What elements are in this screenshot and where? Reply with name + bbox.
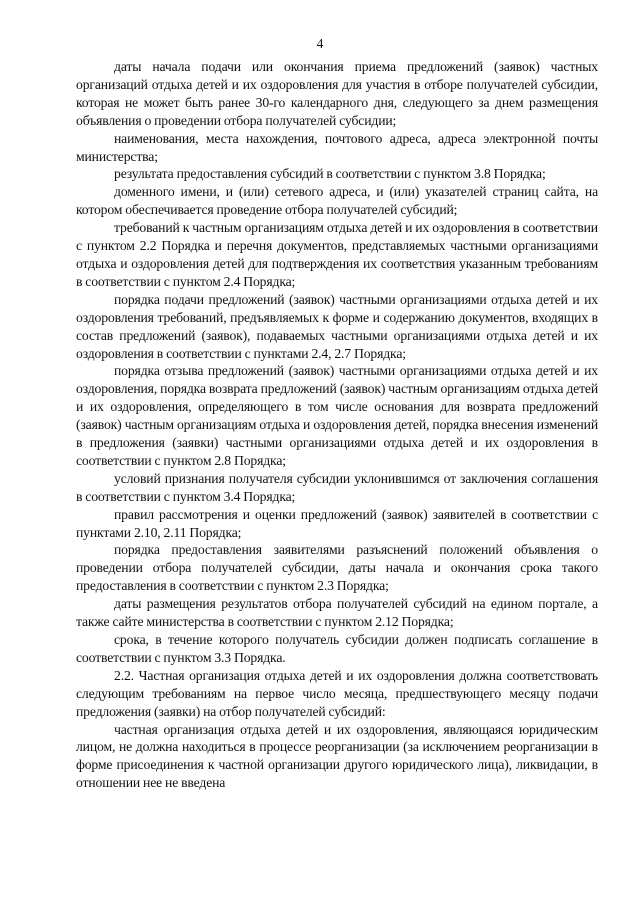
paragraph: наименования, места нахождения, почтового адреса, адреса электронной почты министерства; bbox=[76, 130, 598, 164]
paragraph: даты начала подачи или окончания приема предложений (заявок) частных организаций отдыха детей и их оздоровления для участия в отборе получателей субсидии, которая не может быть ранее 30-го календарного дня, следующего за днем размещения объявления о проведении отбора получателей субсидии; bbox=[76, 59, 598, 128]
paragraph: даты размещения результатов отбора получателей субсидий на едином портале, а также сайте министерства в соответствии с пунктом 2.12 Порядка; bbox=[76, 596, 598, 630]
paragraph: доменного имени, и (или) сетевого адреса, и (или) указателей страниц сайта, на котором обеспечивается проведение отбора получателей субсидий; bbox=[76, 184, 598, 218]
paragraph: срока, в течение которого получатель субсидии должен подписать соглашение в соответствии с пунктом 3.3 Порядка. bbox=[76, 632, 598, 665]
paragraph: условий признания получателя субсидии уклонившимся от заключения соглашения в соответствии с пунктом 3.4 Порядка; bbox=[76, 470, 598, 504]
paragraph: правил рассмотрения и оценки предложений (заявок) заявителей в соответствии с пунктами 2.10, 2.11 Порядка; bbox=[76, 506, 598, 540]
paragraph: результата предоставления субсидий в соответствии с пунктом 3.8 Порядка; bbox=[114, 166, 546, 182]
paragraph: порядка подачи предложений (заявок) частными организациями отдыха детей и их оздоровления требований, предъявляемых к форме и содержанию документов, входящих в состав предложений (заявок), подаваемых частными организациями отдыха детей и их оздоровления в соответствии с пунктами 2.4, 2.7 Порядка; bbox=[76, 291, 598, 361]
paragraph: частная организация отдыха детей и их оздоровления, являющаяся юридическим лицом, не должна находиться в процессе реорганизации (за исключением реорганизации в форме присоединения к частной организации другого юридического лица), ликвидации, в отношении нее не введена bbox=[76, 721, 598, 791]
document-body bbox=[76, 58, 598, 792]
page-number: 4 bbox=[316, 36, 324, 51]
paragraph: 2.2. Частная организация отдыха детей и их оздоровления должна соответствовать следующим требованиям на первое число месяца, предшествующего месяцу подачи предложения (заявки) на отбор получателей субсидий: bbox=[76, 667, 598, 719]
paragraph: порядка предоставления заявителями разъяснений положений объявления о проведении отбора получателей субсидии, даты начала и окончания срока такого предоставления в соответствии с пунктом 2.3 Порядка; bbox=[76, 542, 598, 594]
paragraph: порядка отзыва предложений (заявок) частными организациями отдыха детей и их оздоровления, порядка возврата предложений (заявок) частным организациям отдыха детей и их оздоровления, определяющего в том числе основания для возврата предложений (заявок) частным организациям отдыха и оздоровления детей, порядка внесения изменений в предложения (заявки) частными организациями отдыха детей и их оздоровления в соответствии с пунктом 2.8 Порядка; bbox=[76, 363, 598, 468]
paragraph: требований к частным организациям отдыха детей и их оздоровления в соответствии с пунктом 2.2 Порядка и перечня документов, представляемых частными организациями отдыха и оздоровления детей для подтверждения их соответствия указанным требованиям в соответствии с пунктом 2.4 Порядка; bbox=[76, 220, 598, 289]
